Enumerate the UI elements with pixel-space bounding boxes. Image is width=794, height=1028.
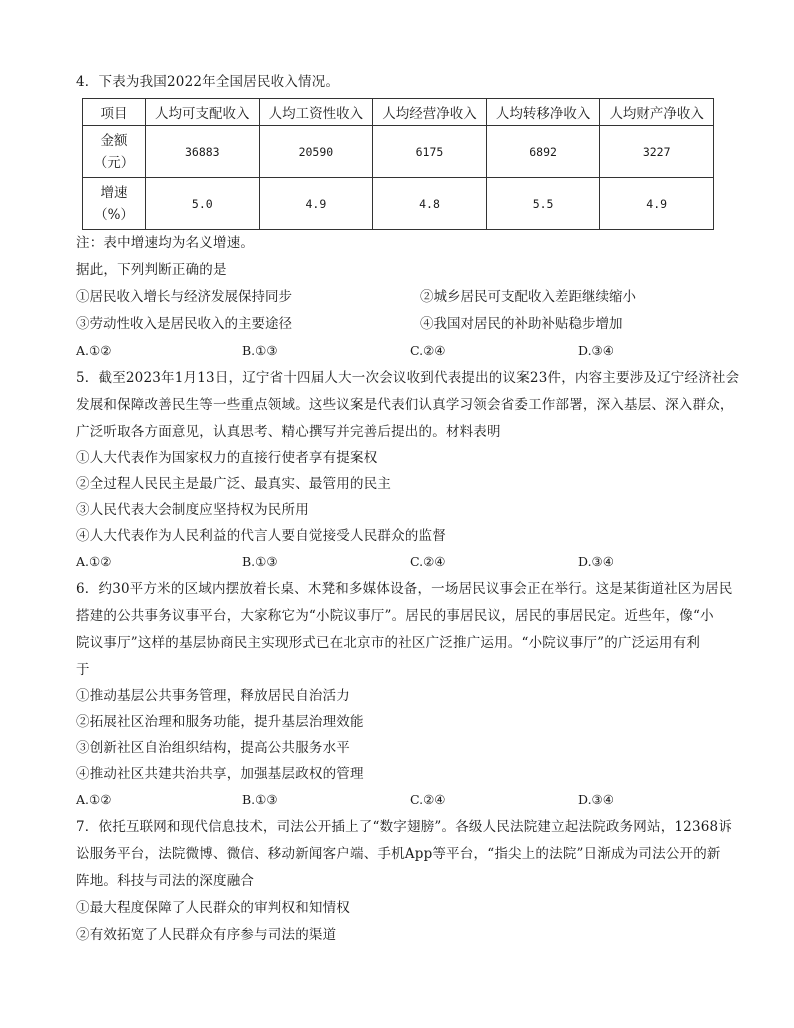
option-a[interactable]: A.①②	[76, 554, 112, 569]
row-label	[83, 126, 146, 178]
option-b[interactable]: B.①③	[242, 792, 278, 807]
q6-choice-1: ①推动基层公共事务管理，释放居民自治活力	[76, 688, 350, 704]
q5-choice-1: ①人大代表作为国家权力的直接行使者享有提案权	[76, 450, 378, 466]
q6-choice-2: ②拓展社区治理和服务功能，提升基层治理效能	[76, 714, 364, 730]
q7-stem-line-1: 7．依托互联网和现代信息技术，司法公开插上了“数字翅膀”。各级人民法院建立起法院政务网站，12368诉	[76, 819, 733, 835]
q6-stem-line-1: 6．约30平方米的区域内摆放着长桌、木凳和多媒体设备，一场居民议事会正在举行。这是某街道社区为居民	[76, 581, 733, 597]
q5-choice-2: ②全过程人民民主是最广泛、最真实、最管用的民主	[76, 476, 392, 492]
q6-stem-line-2: 搭建的公共事务议事平台，大家称它为“小院议事厅”。居民的事居民议，居民的事居民定。近些年，像“小	[76, 608, 714, 624]
q7-choice-1: ①最大程度保障了人民群众的审判权和知情权	[76, 900, 350, 916]
option-d[interactable]: D.③④	[578, 554, 614, 569]
q4-choice-4: ④我国对居民的补助补贴稳步增加	[420, 316, 623, 332]
table-cell: 5.0	[146, 178, 260, 230]
table-cell: 20590	[259, 126, 373, 178]
q6-choice-4: ④推动社区共建共治共享，加强基层政权的管理	[76, 766, 364, 782]
table-cell: 4.8	[373, 178, 487, 230]
table-row	[83, 126, 714, 178]
q5-stem-line-1: 5．截至2023年1月13日，辽宁省十四届人大一次会议收到代表提出的议案23件，内容主要涉及辽宁经济社会	[76, 370, 740, 386]
q7-stem-line-3: 阵地。科技与司法的深度融合	[76, 873, 255, 889]
table-cell: 4.9	[600, 178, 714, 230]
q4-note: 注：表中增速均为名义增速。	[76, 235, 255, 251]
q5-stem-line-3: 广泛听取各方面意见，认真思考、精心撰写并完善后提出的。材料表明	[76, 424, 501, 440]
table-header-cell: 人均财产净收入	[600, 99, 714, 126]
option-b[interactable]: B.①③	[242, 554, 278, 569]
q4-stem: 4．下表为我国2022年全国居民收入情况。	[76, 74, 340, 90]
option-d[interactable]: D.③④	[578, 792, 614, 807]
q7-choice-2: ②有效拓宽了人民群众有序参与司法的渠道	[76, 927, 337, 943]
table-header-cell: 人均工资性收入	[259, 99, 373, 126]
q6-stem-line-3: 院议事厅”这样的基层协商民主实现形式已在北京市的社区广泛推广运用。“小院议事厅”的广泛运用有利	[76, 635, 701, 651]
q5-choice-4: ④人大代表作为人民利益的代言人要自觉接受人民群众的监督	[76, 528, 446, 544]
income-table	[82, 98, 714, 230]
table-cell: 3227	[600, 126, 714, 178]
q6-stem-line-4: 于	[76, 662, 90, 678]
q4-question: 据此，下列判断正确的是	[76, 262, 227, 278]
q6-choice-3: ③创新社区自治组织结构，提高公共服务水平	[76, 740, 350, 756]
q5-stem-line-2: 发展和保障改善民生等一些重点领域。这些议案是代表们认真学习领会省委工作部署，深入基层、深入群众，	[76, 397, 734, 413]
option-a[interactable]: A.①②	[76, 792, 112, 807]
option-d[interactable]: D.③④	[578, 343, 614, 358]
q5-choice-3: ③人民代表大会制度应坚持权为民所用	[76, 502, 309, 518]
row-label-line1: 金额	[100, 132, 128, 149]
option-b[interactable]: B.①③	[242, 343, 278, 358]
table-row	[83, 178, 714, 230]
table-cell: 5.5	[486, 178, 600, 230]
table-header-row	[83, 99, 714, 126]
table-header-cell: 人均可支配收入	[146, 99, 260, 126]
q4-choice-3: ③劳动性收入是居民收入的主要途径	[76, 316, 292, 332]
row-label	[83, 178, 146, 230]
q4-choice-1: ①居民收入增长与经济发展保持同步	[76, 289, 292, 305]
table-cell: 6175	[373, 126, 487, 178]
row-label-line1: 增速	[100, 184, 128, 201]
option-a[interactable]: A.①②	[76, 343, 112, 358]
table-cell: 6892	[486, 126, 600, 178]
option-c[interactable]: C.②④	[410, 343, 446, 358]
option-c[interactable]: C.②④	[410, 554, 446, 569]
q4-choice-2: ②城乡居民可支配收入差距继续缩小	[420, 289, 636, 305]
row-label-line2: （元）	[93, 154, 135, 171]
table-header-cell: 项目	[83, 99, 146, 126]
table-header-cell: 人均经营净收入	[373, 99, 487, 126]
table-cell: 36883	[146, 126, 260, 178]
table-header-cell: 人均转移净收入	[486, 99, 600, 126]
row-label-line2: （%）	[94, 206, 134, 223]
q7-stem-line-2: 讼服务平台，法院微博、微信、移动新闻客户端、手机App等平台，“指尖上的法院”日渐成为司法公开的新	[76, 846, 721, 862]
table-cell: 4.9	[259, 178, 373, 230]
option-c[interactable]: C.②④	[410, 792, 446, 807]
